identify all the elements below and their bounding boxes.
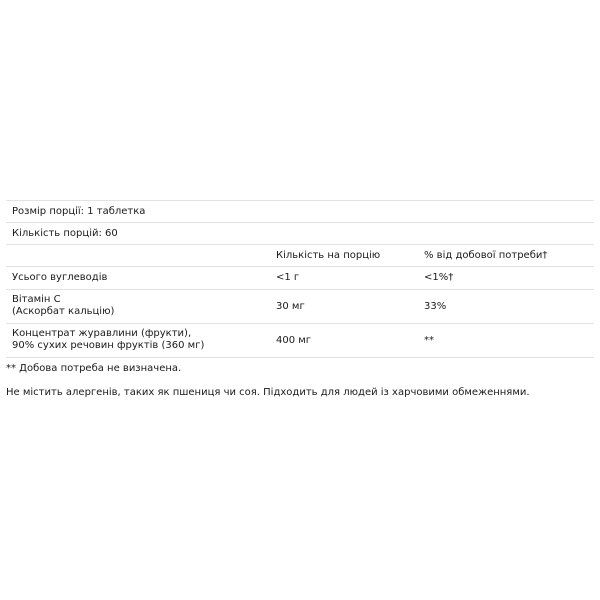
nutrient-name (12, 328, 204, 352)
nutrient-amount: <1 г (276, 272, 300, 283)
servings-count-text: Кількість порцій: 60 (12, 228, 118, 239)
nutrient-amount: 30 мг (276, 301, 305, 312)
nutrient-name-line2: (Аскорбат кальцію) (12, 306, 115, 317)
amount-column-header: Кількість на порцію (276, 250, 381, 261)
nutrient-daily-value: ** (424, 335, 434, 346)
table-row (6, 324, 594, 358)
supplement-facts-panel (6, 200, 594, 358)
allergen-note: Не містить алергенів, таких як пшениця чи соя. Підходить для людей із харчовими обмеженнями. (6, 387, 530, 398)
nutrient-daily-value: <1%† (424, 272, 454, 283)
daily-value-footnote: ** Добова потреба не визначена. (6, 363, 182, 374)
table-row (6, 290, 594, 324)
nutrient-name: Усього вуглеводів (12, 272, 108, 283)
nutrient-name-line1: Вітамін C (12, 294, 61, 305)
table-header-row (6, 245, 594, 267)
daily-value-column-header: % від добової потреби† (424, 250, 548, 261)
nutrient-name (12, 294, 114, 318)
nutrient-name-line2: 90% сухих речовин фруктів (360 мг) (12, 340, 205, 351)
servings-count-row (6, 223, 594, 245)
nutrient-daily-value: 33% (424, 301, 447, 312)
table-row (6, 267, 594, 290)
serving-size-text: Розмір порції: 1 таблетка (12, 206, 146, 217)
nutrient-name-line1: Концентрат журавлини (фрукти), (12, 328, 192, 339)
nutrient-amount: 400 мг (276, 335, 312, 346)
serving-size-row (6, 200, 594, 223)
